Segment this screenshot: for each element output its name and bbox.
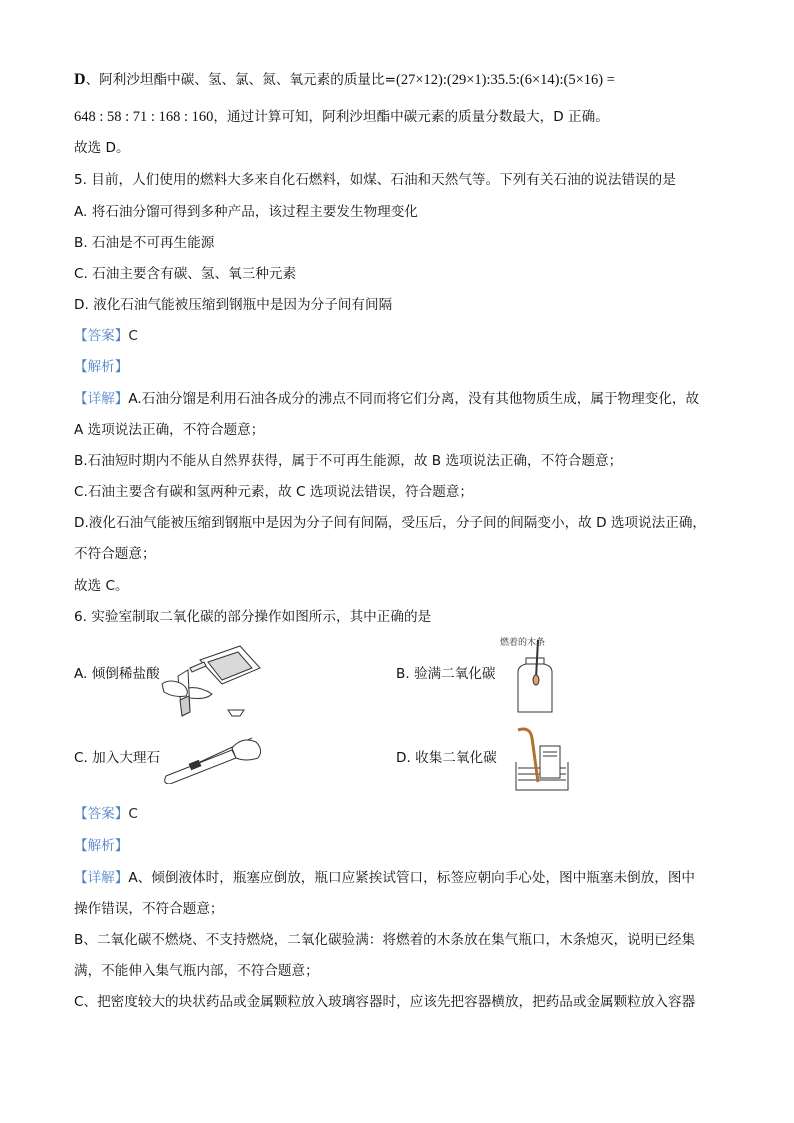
answer-value: C bbox=[128, 806, 138, 822]
question-6-detail-line-1 bbox=[74, 868, 695, 888]
question-6-option-d: D. 收集二氧化碳 bbox=[396, 750, 497, 766]
question-5-detail-line-2: A 选项说法正确，不符合题意； bbox=[74, 422, 265, 438]
question-6-option-a: A. 倾倒稀盐酸 bbox=[74, 666, 160, 682]
question-5-detail-line-3: B.石油短时期内不能从自然界获得，属于不可再生能源，故 B 选项说法正确，不符合题意； bbox=[74, 453, 623, 469]
analysis-label: 【解析】 bbox=[74, 359, 129, 375]
option-d-explanation-line bbox=[74, 70, 615, 90]
question-6-analysis-label bbox=[74, 836, 128, 856]
question-5-detail-line-4: C.石油主要含有碳和氢两种元素，故 C 选项说法错误，符合题意； bbox=[74, 484, 473, 500]
question-5-option-a: A. 将石油分馏可得到多种产品，该过程主要发生物理变化 bbox=[74, 204, 418, 220]
answer-label: 【答案】 bbox=[74, 328, 129, 344]
mass-ratio-conclusion: ，通过计算可知，阿利沙坦酯中碳元素的质量分数最大，D 正确。 bbox=[213, 109, 609, 125]
question-5-detail-line-1 bbox=[74, 389, 699, 409]
mass-ratio-text: 、阿利沙坦酯中碳、氢、氯、氮、氧元素的质量比= bbox=[85, 72, 397, 88]
question-5-answer bbox=[74, 326, 138, 346]
adding-marble-illustration bbox=[160, 728, 270, 784]
choose-d-line: 故选 D。 bbox=[74, 140, 130, 156]
detail-text: A、倾倒液体时，瓶塞应倒放，瓶口应紧挨试管口，标签应朝向手心处，图中瓶塞未倒放，图中 bbox=[128, 870, 696, 886]
water-collection-illustration bbox=[510, 722, 574, 794]
pouring-acid-illustration bbox=[160, 640, 270, 720]
question-6-detail-line-5: C、把密度较大的块状药品或金属颗粒放入玻璃容器时，应该先把容器横放，把药品或金属颗粒放入容器 bbox=[74, 994, 696, 1010]
question-6-option-b: B. 验满二氧化碳 bbox=[396, 666, 496, 682]
question-5-conclusion: 故选 C。 bbox=[74, 578, 129, 594]
question-5-stem: 5. 目前，人们使用的燃料大多来自化石燃料，如煤、石油和天然气等。下列有关石油的说法错误的是 bbox=[74, 172, 676, 188]
question-6-stem: 6. 实验室制取二氧化碳的部分操作如图所示，其中正确的是 bbox=[74, 609, 432, 625]
question-5-analysis-label bbox=[74, 357, 128, 377]
answer-label: 【答案】 bbox=[74, 806, 129, 822]
question-6-detail-line-2: 操作错误，不符合题意； bbox=[74, 901, 224, 917]
question-6-detail-line-3: B、二氧化碳不燃烧、不支持燃烧，二氧化碳验满：将燃着的木条放在集气瓶口，木条熄灭，说明已经集 bbox=[74, 932, 696, 948]
answer-value: C bbox=[128, 328, 138, 344]
detail-label: 【详解】 bbox=[74, 391, 129, 407]
question-5-detail-line-6: 不符合题意； bbox=[74, 546, 156, 562]
question-6-option-c: C. 加入大理石 bbox=[74, 750, 161, 766]
detail-label: 【详解】 bbox=[74, 870, 129, 886]
question-6-detail-line-4: 满，不能伸入集气瓶内部，不符合题意； bbox=[74, 963, 319, 979]
option-d-explanation-line-2 bbox=[74, 107, 609, 127]
question-5-detail-line-5: D.液化石油气能被压缩到钢瓶中是因为分子间有间隔，受压后，分子间的间隔变小，故 D 选项说法正确， bbox=[74, 515, 707, 531]
question-5-option-c: C. 石油主要含有碳、氢、氧三种元素 bbox=[74, 266, 297, 282]
question-6-answer bbox=[74, 804, 138, 824]
analysis-label: 【解析】 bbox=[74, 838, 129, 854]
question-5-option-d: D. 液化石油气能被压缩到钢瓶中是因为分子间有间隔 bbox=[74, 297, 393, 313]
option-letter-d: D bbox=[74, 71, 86, 88]
detail-text: A.石油分馏是利用石油各成分的沸点不同而将它们分离，没有其他物质生成，属于物理变化，故 bbox=[128, 391, 700, 407]
mass-ratio-formula: (27×12):(29×1):35.5:(6×14):(5×16) = bbox=[396, 72, 615, 88]
mass-ratio-result: 648 : 58 : 71 : 168 : 160 bbox=[74, 109, 214, 125]
burning-stick-caption: 燃着的木条 bbox=[500, 638, 546, 648]
question-5-option-b: B. 石油是不可再生能源 bbox=[74, 235, 215, 251]
